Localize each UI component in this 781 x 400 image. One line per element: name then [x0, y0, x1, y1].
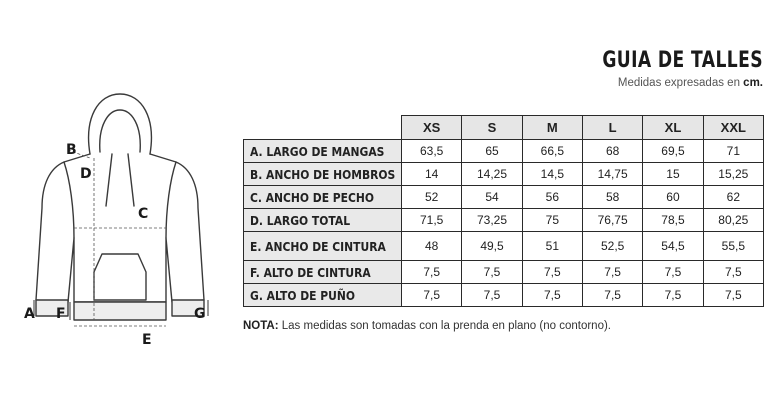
- diagram-letter-g: G: [194, 306, 206, 322]
- table-cell: 78,5: [643, 209, 703, 232]
- page-subtitle: [618, 77, 763, 89]
- table-cell: 75: [522, 209, 582, 232]
- table-cell: 76,75: [582, 209, 642, 232]
- table-cell: 54,5: [643, 232, 703, 261]
- table-row: [244, 186, 764, 209]
- table-corner: [244, 116, 402, 140]
- row-label: G. ALTO DE PUÑO: [244, 284, 402, 307]
- table-cell: 62: [703, 186, 763, 209]
- table-cell: 54: [462, 186, 522, 209]
- table-cell: 66,5: [522, 140, 582, 163]
- table-cell: 7,5: [522, 284, 582, 307]
- note-label: NOTA:: [243, 320, 279, 332]
- table-cell: 7,5: [462, 261, 522, 284]
- row-label: E. ANCHO DE CINTURA: [244, 232, 402, 261]
- table-cell: 68: [582, 140, 642, 163]
- size-header: XXL: [703, 116, 763, 140]
- table-cell: 7,5: [703, 284, 763, 307]
- table-cell: 14,25: [462, 163, 522, 186]
- kangaroo-pocket: [94, 254, 146, 300]
- size-header: S: [462, 116, 522, 140]
- waist-band: [74, 302, 166, 320]
- row-label: F. ALTO DE CINTURA: [244, 261, 402, 284]
- table-cell: 7,5: [582, 261, 642, 284]
- table-cell: 14,75: [582, 163, 642, 186]
- table-cell: 14,5: [522, 163, 582, 186]
- sleeve-seam-right: [166, 162, 176, 238]
- table-cell: 7,5: [402, 261, 462, 284]
- table-row: [244, 232, 764, 261]
- table-cell: 7,5: [643, 284, 703, 307]
- table-cell: 52,5: [582, 232, 642, 261]
- row-label: B. ANCHO DE HOMBROS: [244, 163, 402, 186]
- size-header: XL: [643, 116, 703, 140]
- size-header: M: [522, 116, 582, 140]
- subtitle-prefix: Medidas expresadas en: [617, 77, 740, 89]
- table-cell: 73,25: [462, 209, 522, 232]
- note-text: Las medidas son tomadas con la prenda en plano (no contorno).: [278, 320, 611, 332]
- table-cell: 69,5: [643, 140, 703, 163]
- row-label: D. LARGO TOTAL: [244, 209, 402, 232]
- table-cell: 15,25: [703, 163, 763, 186]
- table-cell: 7,5: [643, 261, 703, 284]
- diagram-letter-e: E: [142, 332, 152, 348]
- table-cell: 56: [522, 186, 582, 209]
- table-cell: 48: [402, 232, 462, 261]
- table-cell: 60: [643, 186, 703, 209]
- table-cell: 7,5: [402, 284, 462, 307]
- table-cell: 14: [402, 163, 462, 186]
- size-header: L: [582, 116, 642, 140]
- drawstring-left: [106, 154, 112, 206]
- hood-outline: [89, 94, 152, 154]
- table-cell: 7,5: [462, 284, 522, 307]
- table-cell: 58: [582, 186, 642, 209]
- table-cell: 51: [522, 232, 582, 261]
- table-row: [244, 209, 764, 232]
- table-row: [244, 140, 764, 163]
- table-cell: 7,5: [522, 261, 582, 284]
- table-cell: 15: [643, 163, 703, 186]
- table-cell: 65: [462, 140, 522, 163]
- hoodie-diagram: [20, 88, 215, 350]
- table-cell: 49,5: [462, 232, 522, 261]
- subtitle-unit: cm.: [743, 77, 763, 89]
- table-cell: 7,5: [703, 261, 763, 284]
- table-row: [244, 261, 764, 284]
- table-cell: 63,5: [402, 140, 462, 163]
- table-cell: 55,5: [703, 232, 763, 261]
- diagram-letter-a: A: [24, 306, 35, 322]
- table-row: [244, 163, 764, 186]
- table-cell: 71,5: [402, 209, 462, 232]
- row-label: A. LARGO DE MANGAS: [244, 140, 402, 163]
- size-header: XS: [402, 116, 462, 140]
- table-cell: 52: [402, 186, 462, 209]
- diagram-letter-b: B: [66, 142, 77, 158]
- table-row: [244, 284, 764, 307]
- drawstring-right: [128, 154, 134, 206]
- page-title: GUIA DE TALLES: [602, 48, 763, 73]
- table-cell: 80,25: [703, 209, 763, 232]
- table-note: [243, 320, 611, 332]
- size-chart-table: [243, 115, 764, 307]
- table-cell: 7,5: [582, 284, 642, 307]
- diagram-letter-f: F: [56, 306, 66, 322]
- hood-inner: [100, 110, 141, 152]
- table-header-row: [244, 116, 764, 140]
- row-label: C. ANCHO DE PECHO: [244, 186, 402, 209]
- diagram-letter-c: C: [138, 206, 149, 222]
- table-cell: 71: [703, 140, 763, 163]
- sleeve-seam-left: [64, 162, 74, 238]
- diagram-letter-d: D: [80, 166, 92, 182]
